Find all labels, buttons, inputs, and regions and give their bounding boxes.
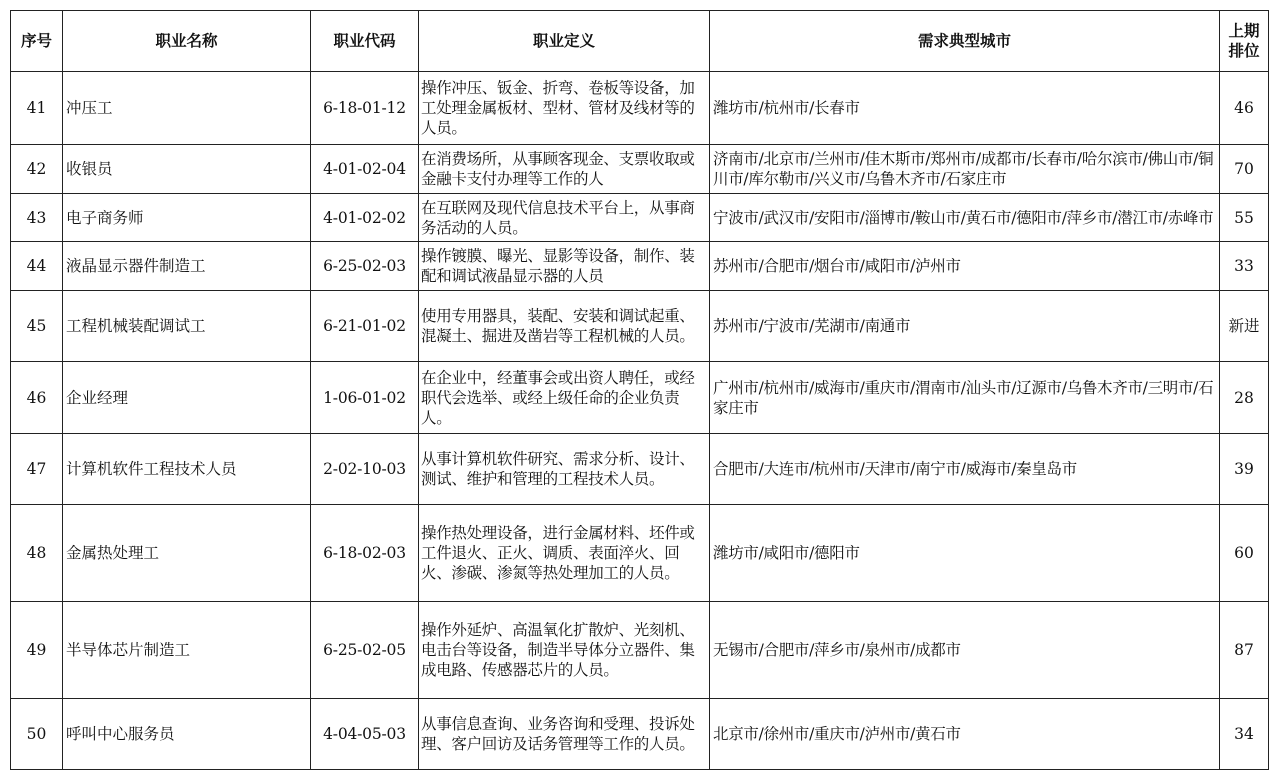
row-cities: 合肥市/大连市/杭州市/天津市/南宁市/威海市/秦皇岛市 bbox=[710, 434, 1220, 505]
row-name: 收银员 bbox=[63, 145, 311, 194]
row-name: 工程机械装配调试工 bbox=[63, 291, 311, 362]
row-code: 2-02-10-03 bbox=[311, 434, 419, 505]
row-index: 49 bbox=[11, 602, 63, 699]
row-prev-rank: 60 bbox=[1220, 505, 1269, 602]
table-row bbox=[11, 362, 1269, 434]
table-row bbox=[11, 194, 1269, 242]
row-cities: 济南市/北京市/兰州市/佳木斯市/郑州市/成都市/长春市/哈尔滨市/佛山市/铜川市/库尔勒市/兴义市/乌鲁木齐市/石家庄市 bbox=[710, 145, 1220, 194]
header-code: 职业代码 bbox=[311, 11, 419, 72]
row-name: 液晶显示器件制造工 bbox=[63, 242, 311, 291]
table-row bbox=[11, 72, 1269, 145]
row-definition: 从事信息查询、业务咨询和受理、投诉处理、客户回访及话务管理等工作的人员。 bbox=[419, 699, 710, 770]
row-definition: 操作热处理设备，进行金属材料、坯件或工件退火、正火、调质、表面淬火、回火、渗碳、渗氮等热处理加工的人员。 bbox=[419, 505, 710, 602]
header-index: 序号 bbox=[11, 11, 63, 72]
row-prev-rank: 新进 bbox=[1220, 291, 1269, 362]
row-code: 4-04-05-03 bbox=[311, 699, 419, 770]
row-definition: 在消费场所，从事顾客现金、支票收取或金融卡支付办理等工作的人 bbox=[419, 145, 710, 194]
row-definition: 操作镀膜、曝光、显影等设备，制作、装配和调试液晶显示器的人员 bbox=[419, 242, 710, 291]
row-code: 4-01-02-04 bbox=[311, 145, 419, 194]
row-prev-rank: 70 bbox=[1220, 145, 1269, 194]
row-code: 1-06-01-02 bbox=[311, 362, 419, 434]
header-cities: 需求典型城市 bbox=[710, 11, 1220, 72]
row-prev-rank: 87 bbox=[1220, 602, 1269, 699]
row-index: 41 bbox=[11, 72, 63, 145]
row-prev-rank: 55 bbox=[1220, 194, 1269, 242]
row-index: 43 bbox=[11, 194, 63, 242]
row-definition: 从事计算机软件研究、需求分析、设计、测试、维护和管理的工程技术人员。 bbox=[419, 434, 710, 505]
header-prev-rank: 上期排位 bbox=[1220, 11, 1269, 72]
row-name: 呼叫中心服务员 bbox=[63, 699, 311, 770]
row-prev-rank: 28 bbox=[1220, 362, 1269, 434]
row-prev-rank: 33 bbox=[1220, 242, 1269, 291]
row-cities: 广州市/杭州市/威海市/重庆市/渭南市/汕头市/辽源市/乌鲁木齐市/三明市/石家庄市 bbox=[710, 362, 1220, 434]
row-code: 4-01-02-02 bbox=[311, 194, 419, 242]
table-row bbox=[11, 242, 1269, 291]
row-cities: 苏州市/合肥市/烟台市/咸阳市/泸州市 bbox=[710, 242, 1220, 291]
row-code: 6-25-02-03 bbox=[311, 242, 419, 291]
row-prev-rank: 34 bbox=[1220, 699, 1269, 770]
row-prev-rank: 46 bbox=[1220, 72, 1269, 145]
row-prev-rank: 39 bbox=[1220, 434, 1269, 505]
row-code: 6-21-01-02 bbox=[311, 291, 419, 362]
row-name: 金属热处理工 bbox=[63, 505, 311, 602]
table-row bbox=[11, 602, 1269, 699]
row-name: 计算机软件工程技术人员 bbox=[63, 434, 311, 505]
table-row bbox=[11, 699, 1269, 770]
row-cities: 苏州市/宁波市/芜湖市/南通市 bbox=[710, 291, 1220, 362]
header-name: 职业名称 bbox=[63, 11, 311, 72]
row-name: 冲压工 bbox=[63, 72, 311, 145]
row-index: 45 bbox=[11, 291, 63, 362]
row-definition: 操作冲压、钣金、折弯、卷板等设备，加工处理金属板材、型材、管材及线材等的人员。 bbox=[419, 72, 710, 145]
table-row bbox=[11, 505, 1269, 602]
table-header-row bbox=[11, 11, 1269, 72]
row-cities: 无锡市/合肥市/萍乡市/泉州市/成都市 bbox=[710, 602, 1220, 699]
table-row bbox=[11, 434, 1269, 505]
row-index: 44 bbox=[11, 242, 63, 291]
row-code: 6-25-02-05 bbox=[311, 602, 419, 699]
occupation-table-container bbox=[10, 10, 1268, 770]
row-name: 企业经理 bbox=[63, 362, 311, 434]
table-row bbox=[11, 291, 1269, 362]
row-definition: 操作外延炉、高温氧化扩散炉、光刻机、电击台等设备，制造半导体分立器件、集成电路、传感器芯片的人员。 bbox=[419, 602, 710, 699]
row-index: 46 bbox=[11, 362, 63, 434]
row-name: 半导体芯片制造工 bbox=[63, 602, 311, 699]
row-cities: 宁波市/武汉市/安阳市/淄博市/鞍山市/黄石市/德阳市/萍乡市/潜江市/赤峰市 bbox=[710, 194, 1220, 242]
row-cities: 北京市/徐州市/重庆市/泸州市/黄石市 bbox=[710, 699, 1220, 770]
table-row bbox=[11, 145, 1269, 194]
header-definition: 职业定义 bbox=[419, 11, 710, 72]
row-index: 42 bbox=[11, 145, 63, 194]
row-definition: 使用专用器具，装配、安装和调试起重、混凝土、掘进及凿岩等工程机械的人员。 bbox=[419, 291, 710, 362]
row-index: 48 bbox=[11, 505, 63, 602]
row-name: 电子商务师 bbox=[63, 194, 311, 242]
row-code: 6-18-02-03 bbox=[311, 505, 419, 602]
row-cities: 潍坊市/咸阳市/德阳市 bbox=[710, 505, 1220, 602]
row-cities: 潍坊市/杭州市/长春市 bbox=[710, 72, 1220, 145]
row-code: 6-18-01-12 bbox=[311, 72, 419, 145]
row-definition: 在互联网及现代信息技术平台上，从事商务活动的人员。 bbox=[419, 194, 710, 242]
row-index: 47 bbox=[11, 434, 63, 505]
row-definition: 在企业中，经董事会或出资人聘任，或经职代会选举、或经上级任命的企业负责人。 bbox=[419, 362, 710, 434]
occupation-demand-table bbox=[10, 10, 1269, 770]
row-index: 50 bbox=[11, 699, 63, 770]
